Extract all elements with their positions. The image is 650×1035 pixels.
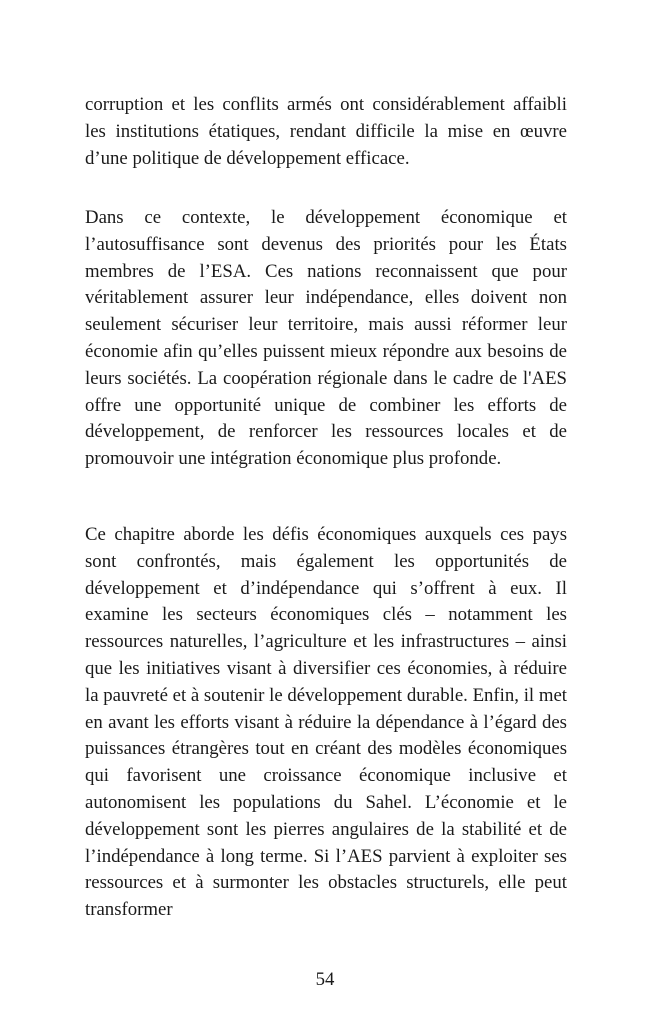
paragraph-chapter-overview: Ce chapitre aborde les défis économiques auxquels ces pays sont confrontés, mais également les opportunités de développement et d’indépendance qui s’offrent à eux. Il examine les secteurs économiques clés – notamment les ressources naturelles, l’agriculture et les infrastructures – ainsi que les initiatives visant à diversifier ces économies, à réduire la pauvreté et à soutenir le développement durable. Enfin, il met en avant les efforts visant à réduire la dépendance à l’égard des puissances étrangères tout en créant des modèles économiques qui favorisent une croissance économique inclusive et autonomisent les populations du Sahel. L’économie et le développement sont les pierres angulaires de la stabilité et de l’indépendance à long terme. Si l’AES parvient à exploiter ses ressources et à surmonter les obstacles structurels, elle peut transformer [85, 524, 567, 921]
page-number: 54 [315, 969, 335, 990]
paragraph-continuation: corruption et les conflits armés ont considérablement affaibli les institutions étatiques, rendant difficile la mise en œuvre d’une politique de développement efficace. [85, 94, 567, 169]
paragraph-context: Dans ce contexte, le développement économique et l’autosuffisance sont devenus des priorités pour les États membres de l’ESA. Ces nations reconnaissent que pour véritablement assurer leur indépendance, elles doivent non seulement sécuriser leur territoire, mais aussi réformer leur économie afin qu’elles puissent mieux répondre aux besoins de leurs sociétés. La coopération régionale dans le cadre de l'AES offre une opportunité unique de combiner les efforts de développement, de renforcer les ressources locales et de promouvoir une intégration économique plus profonde. [85, 207, 567, 470]
